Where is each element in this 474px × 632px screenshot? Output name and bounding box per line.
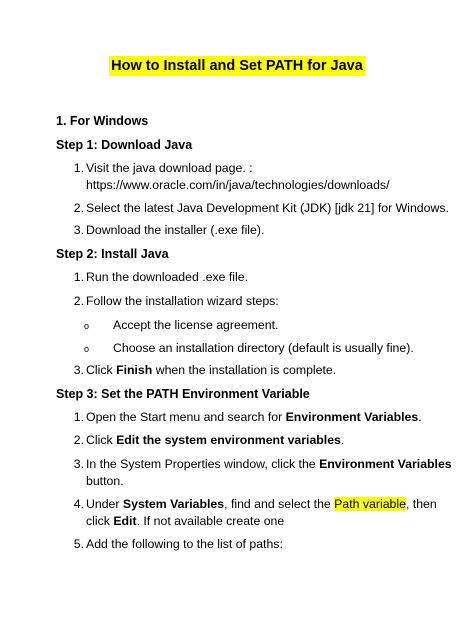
step1-item-3-num: 3. bbox=[73, 223, 84, 237]
document-title: How to Install and Set PATH for Java bbox=[111, 58, 363, 74]
step2-item-2-num: 2. bbox=[73, 294, 84, 308]
step2-heading: Step 2: Install Java bbox=[56, 247, 169, 261]
step3-item-3 bbox=[56, 456, 452, 490]
step3-item-3-num: 3. bbox=[73, 457, 84, 471]
step3-item-3-line1: In the System Properties window, click the Environment Variables bbox=[86, 457, 452, 471]
step3-item-4 bbox=[56, 496, 436, 530]
step3-item-4-line1: Under System Variables, find and select the Path variable, then bbox=[86, 497, 437, 511]
step1-item-1-url: https://www.oracle.com/in/java/technologies/downloads/ bbox=[86, 178, 390, 192]
step3-item-4-line2: click Edit. If not available create one bbox=[86, 514, 285, 528]
step3-item-1-text: Open the Start menu and search for Environment Variables. bbox=[86, 410, 422, 424]
step3-item-1-num: 1. bbox=[73, 410, 84, 424]
step3-item-5-text: Add the following to the list of paths: bbox=[86, 537, 283, 551]
hollow-bullet-icon: o bbox=[84, 344, 90, 354]
section-heading-windows: 1. For Windows bbox=[56, 114, 149, 128]
step2-subitem-2-text: Choose an installation directory (default is usually fine). bbox=[113, 341, 414, 355]
step3-item-4-num: 4. bbox=[73, 497, 84, 511]
hollow-bullet-icon: o bbox=[84, 321, 90, 331]
step3-item-5-num: 5. bbox=[73, 537, 84, 551]
step2-item-1-num: 1. bbox=[73, 270, 84, 284]
step1-item-1-line1: Visit the java download page. : bbox=[86, 161, 253, 175]
step2-item-1-text: Run the downloaded .exe file. bbox=[86, 270, 249, 284]
step2-subitem-1-text: Accept the license agreement. bbox=[113, 318, 279, 332]
step3-item-3-line2: button. bbox=[86, 474, 124, 488]
step2-item-2-text: Follow the installation wizard steps: bbox=[86, 294, 279, 308]
step3-heading: Step 3: Set the PATH Environment Variable bbox=[56, 387, 310, 401]
step1-item-2-num: 2. bbox=[73, 201, 84, 215]
step2-item-3-num: 3. bbox=[73, 363, 84, 377]
step1-item-2-text: Select the latest Java Development Kit (JDK) [jdk 21] for Windows. bbox=[86, 201, 449, 215]
step3-item-2-num: 2. bbox=[73, 433, 84, 447]
step1-item-3-text: Download the installer (.exe file). bbox=[86, 223, 265, 237]
step1-item-1-num: 1. bbox=[73, 161, 84, 175]
step1-heading: Step 1: Download Java bbox=[56, 138, 193, 152]
step3-item-2-text: Click Edit the system environment variables. bbox=[86, 433, 345, 447]
step1-item-1 bbox=[56, 160, 436, 194]
step2-item-3-text: Click Finish when the installation is complete. bbox=[86, 363, 337, 377]
highlighted-path-variable: Path variable bbox=[334, 497, 406, 511]
title-wrap bbox=[0, 56, 474, 76]
